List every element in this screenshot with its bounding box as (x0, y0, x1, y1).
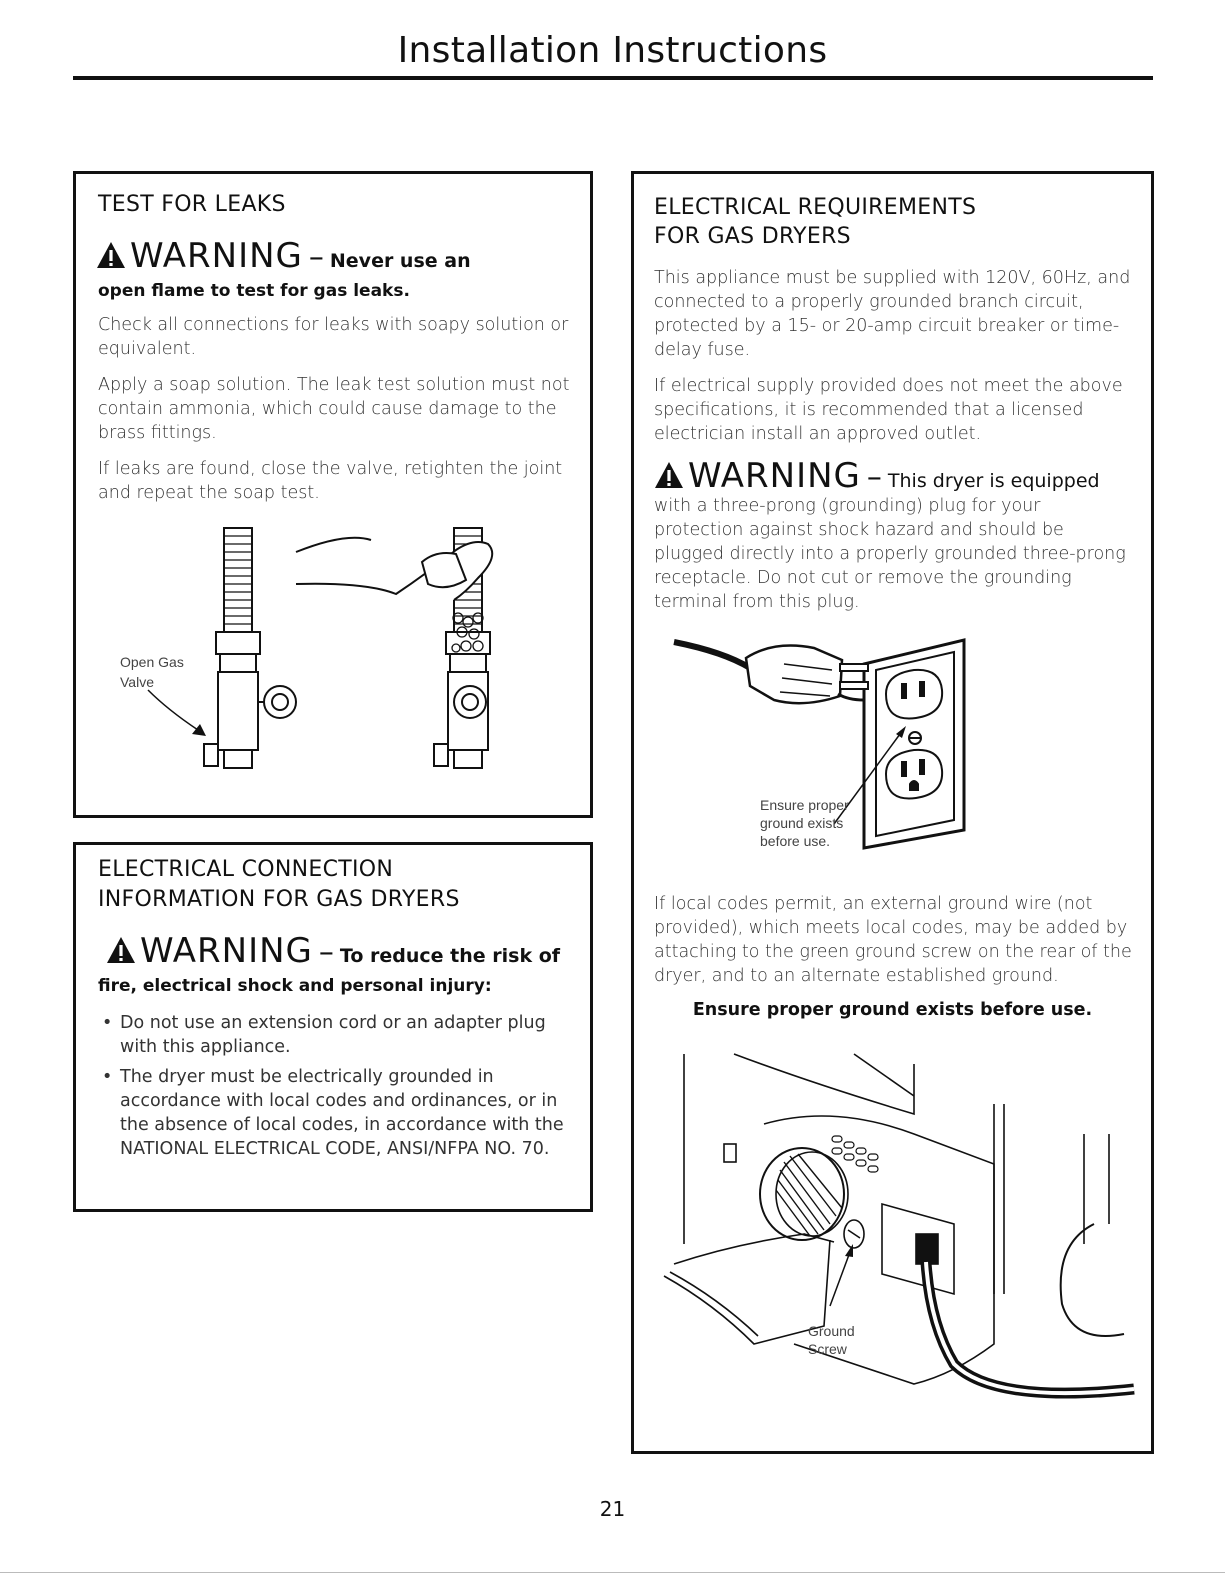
warning-body: with a three-prong (grounding) plug for your protection against shock hazard and should be plugged directly into a properly grounded three-prong receptacle. Do not cut or remove the grounding terminal from this plug. (654, 496, 1126, 612)
bullet-list (98, 1011, 578, 1167)
figure-label: Valve (120, 674, 154, 690)
warning-triangle-icon (106, 936, 136, 964)
figure-label: before use. (760, 833, 831, 849)
warning-text: To reduce the risk of (339, 945, 561, 967)
list-item: • The dryer must be electrically grounded in accordance with local codes and ordinances, or in the absence of local codes, in accordance with the NATIONAL ELECTRICAL CODE, ANSI/NFPA NO. 70. (98, 1065, 578, 1161)
bottom-rule (0, 1572, 1225, 1573)
figure-label: Open Gas (120, 654, 184, 670)
warning-heading: WARNING – Never use an (96, 236, 471, 276)
electrical-connection-box (73, 842, 593, 1212)
figure-label: Screw (808, 1341, 847, 1357)
figure-label: Ground (808, 1323, 855, 1339)
paragraph: If local codes permit, an external ground wire (not provided), which meets local codes, may be added by attaching to the green ground screw on the rear of the dryer, and to an alternate established ground. (654, 894, 1132, 986)
warning-triangle-icon (96, 241, 126, 269)
paragraph: If leaks are found, close the valve, retighten the joint and repeat the soap test. (98, 459, 563, 503)
test-for-leaks-box (73, 171, 593, 818)
warning-heading: WARNING – To reduce the risk of (106, 931, 560, 971)
electrical-connection-title: ELECTRICAL CONNECTION (98, 857, 394, 882)
paragraph: Check all connections for leaks with soapy solution or equivalent. (98, 315, 569, 359)
gas-valve-leak-test-figure (106, 522, 546, 782)
warning-word: WARNING (140, 931, 313, 971)
figure-label: ground exists (760, 815, 844, 831)
warning-word: WARNING (130, 236, 303, 276)
test-for-leaks-title: TEST FOR LEAKS (98, 192, 286, 217)
title-rule (73, 76, 1153, 80)
warning-word: WARNING (688, 456, 861, 496)
warning-text-continued: fire, electrical shock and personal injury: (98, 976, 492, 996)
paragraph: Apply a soap solution. The leak test solution must not contain ammonia, which could cause damage to the brass fittings. (98, 375, 570, 443)
paragraph: This appliance must be supplied with 120V, 60Hz, and connected to a properly grounded branch circuit, protected by a 15- or 20-amp circuit breaker or time-delay fuse. (654, 268, 1131, 360)
paragraph: If electrical supply provided does not meet the above specifications, it is recommended that a licensed electrician install an approved outlet. (654, 376, 1123, 444)
warning-text: Never use an (329, 250, 471, 272)
page-number: 21 (599, 1497, 626, 1521)
page-title: Installation Instructions (397, 30, 828, 71)
dryer-ground-screw-figure (654, 1044, 1139, 1424)
ensure-ground-note: Ensure proper ground exists before use. (692, 1000, 1093, 1020)
warning-heading: WARNING – This dryer is equipped (654, 456, 1100, 496)
electrical-connection-title-line2: INFORMATION FOR GAS DRYERS (98, 887, 460, 912)
list-item: • Do not use an extension cord or an adapter plug with this appliance. (98, 1011, 578, 1059)
electrical-requirements-title-line2: FOR GAS DRYERS (654, 224, 851, 249)
electrical-requirements-box (631, 171, 1154, 1454)
grounded-plug-outlet-figure (664, 634, 1084, 884)
electrical-requirements-title: ELECTRICAL REQUIREMENTS (654, 195, 977, 220)
figure-label: Ensure proper (760, 797, 849, 813)
warning-triangle-icon (654, 461, 684, 489)
warning-text: This dryer is equipped (887, 470, 1100, 492)
warning-text-continued: open flame to test for gas leaks. (98, 281, 410, 301)
